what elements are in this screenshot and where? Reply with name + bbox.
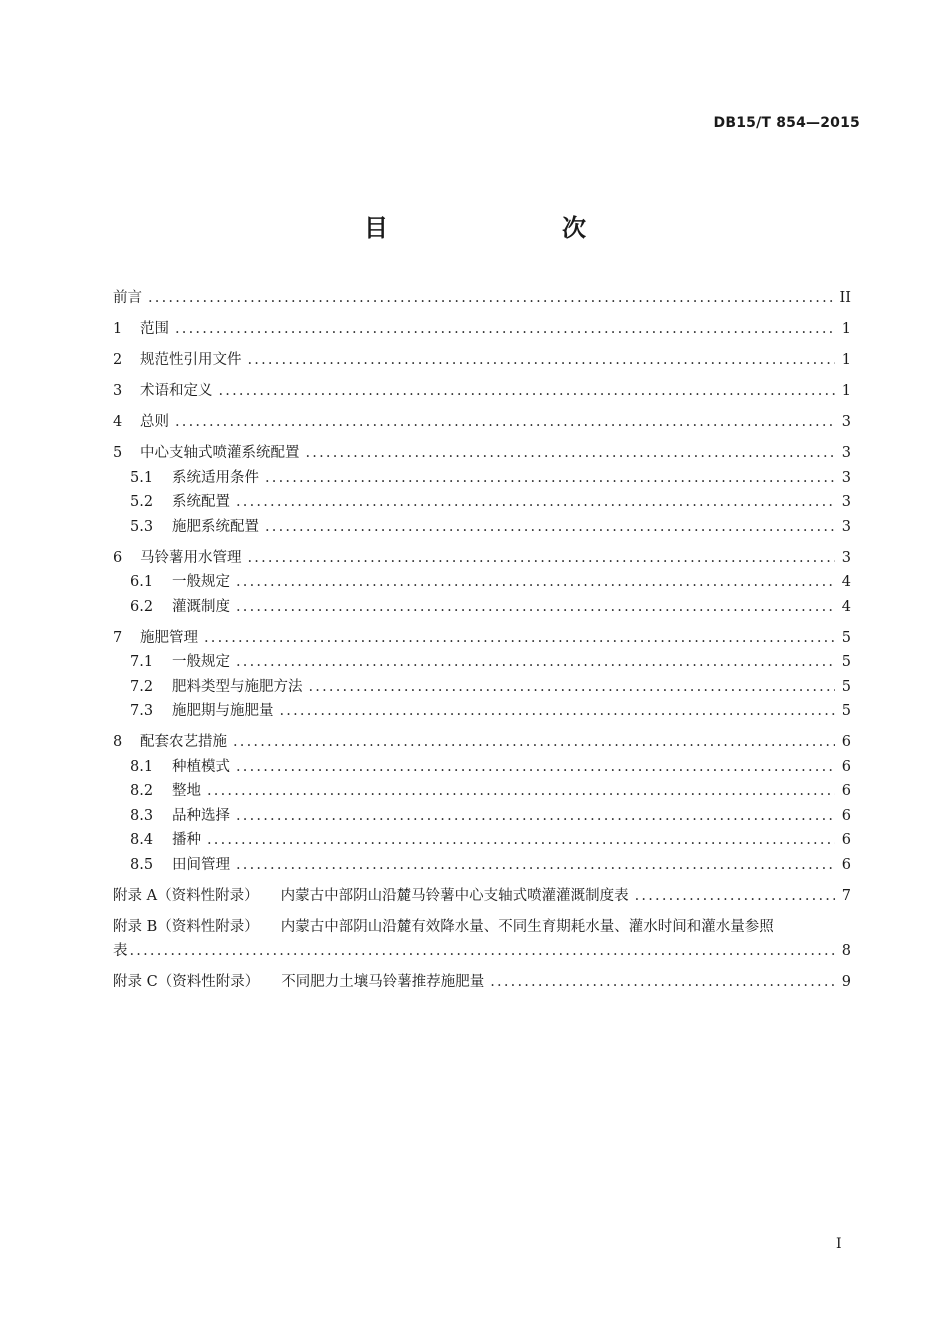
toc-entry-title: 马铃薯用水管理 <box>140 549 242 566</box>
table-of-contents <box>113 286 851 995</box>
toc-entry-title: 施肥管理 <box>140 629 198 646</box>
toc-entry-title: 术语和定义 <box>140 383 213 399</box>
toc-entry-page: 4 <box>841 574 851 590</box>
toc-entry-number: 8 <box>113 734 123 750</box>
toc-entry-foreword[interactable] <box>113 286 851 311</box>
toc-entry-page: 3 <box>841 494 851 510</box>
toc-entry-title: 前言 <box>113 290 142 306</box>
toc-entry-page: II <box>839 290 851 306</box>
leader-dots <box>236 853 835 878</box>
toc-entry-title: 系统适用条件 <box>172 469 259 486</box>
toc-entry[interactable] <box>113 626 851 651</box>
leader-dots <box>236 804 835 829</box>
toc-entry-page: 1 <box>841 352 851 368</box>
toc-entry-number: 6.2 <box>130 598 154 615</box>
toc-entry-number: 2 <box>113 352 123 368</box>
toc-subentry[interactable] <box>113 650 851 675</box>
toc-entry[interactable] <box>113 379 851 404</box>
leader-dots <box>148 286 834 311</box>
toc-entry[interactable] <box>113 348 851 373</box>
toc-entry[interactable] <box>113 730 851 755</box>
toc-entry-number: 5.2 <box>130 494 154 510</box>
toc-entry-title: 范围 <box>140 321 169 337</box>
toc-entry-title: 一般规定 <box>172 574 230 590</box>
appendix-title-continued: 表 <box>113 943 128 959</box>
toc-entry-number: 8.4 <box>130 832 154 848</box>
appendix-title: 内蒙古中部阴山沿麓有效降水量、不同生育期耗水量、灌水时间和灌水量参照 <box>280 918 774 935</box>
leader-dots <box>236 490 835 515</box>
toc-entry-number: 7.3 <box>130 703 154 719</box>
toc-entry-number: 7.2 <box>130 678 154 695</box>
toc-appendix-b[interactable] <box>113 915 851 964</box>
toc-entry-number: 7.1 <box>130 654 154 670</box>
toc-subentry[interactable] <box>113 595 851 620</box>
toc-entry-title: 灌溉制度 <box>172 598 230 615</box>
toc-entry-title: 系统配置 <box>172 494 230 510</box>
toc-entry[interactable] <box>113 546 851 571</box>
toc-entry-page: 5 <box>841 629 851 646</box>
leader-dots <box>236 570 835 595</box>
toc-entry-page: 5 <box>841 678 851 695</box>
toc-entry-title: 中心支轴式喷灌系统配置 <box>140 445 300 461</box>
toc-entry-title: 播种 <box>172 832 201 848</box>
toc-entry-number: 5.1 <box>130 469 154 486</box>
toc-entry-page: 1 <box>841 383 851 399</box>
toc-entry-number: 1 <box>113 321 123 337</box>
toc-entry[interactable] <box>113 441 851 466</box>
leader-dots <box>175 317 835 342</box>
toc-entry-title: 种植模式 <box>172 758 230 775</box>
leader-dots <box>265 515 835 540</box>
toc-entry-page: 6 <box>841 783 851 799</box>
leader-dots <box>207 779 835 804</box>
toc-entry-number: 8.5 <box>130 856 154 873</box>
toc-entry-number: 5 <box>113 445 123 461</box>
toc-entry-title: 总则 <box>140 414 169 430</box>
toc-entry[interactable] <box>113 410 851 435</box>
toc-entry-page: 6 <box>841 856 851 873</box>
toc-entry-number: 3 <box>113 383 123 399</box>
toc-subentry[interactable] <box>113 828 851 853</box>
toc-subentry[interactable] <box>113 853 851 878</box>
toc-entry-page: 3 <box>841 414 851 430</box>
toc-entry-number: 8.1 <box>130 758 154 775</box>
toc-entry-number: 4 <box>113 414 123 430</box>
toc-subentry[interactable] <box>113 755 851 780</box>
toc-title: 目 次 <box>364 214 628 242</box>
toc-entry-title: 施肥系统配置 <box>172 518 259 535</box>
toc-subentry[interactable] <box>113 490 851 515</box>
toc-entry-title: 施肥期与施肥量 <box>172 703 274 719</box>
toc-entry-title: 品种选择 <box>172 807 230 824</box>
toc-appendix-c[interactable] <box>113 970 851 995</box>
toc-entry-page: 3 <box>841 445 851 461</box>
appendix-title: 不同肥力土壤马铃薯推荐施肥量 <box>281 974 485 990</box>
toc-entry-page: 3 <box>841 518 851 535</box>
leader-dots <box>306 441 836 466</box>
leader-dots <box>635 884 835 909</box>
toc-entry-number: 8.2 <box>130 783 154 799</box>
appendix-label: 附录 A（资料性附录） <box>113 887 259 904</box>
toc-appendix-a[interactable] <box>113 884 851 909</box>
leader-dots <box>207 828 835 853</box>
toc-entry-page: 3 <box>841 549 851 566</box>
toc-entry-page: 6 <box>841 734 851 750</box>
toc-subentry[interactable] <box>113 675 851 700</box>
toc-entry-page: 9 <box>841 974 851 990</box>
leader-dots <box>175 410 835 435</box>
leader-dots <box>236 650 835 675</box>
leader-dots <box>248 348 836 373</box>
leader-dots <box>130 939 836 964</box>
toc-entry-title: 整地 <box>172 783 201 799</box>
toc-entry-page: 5 <box>841 654 851 670</box>
toc-entry-page: 4 <box>841 598 851 615</box>
toc-entry-number: 8.3 <box>130 807 154 824</box>
toc-entry-page: 7 <box>841 887 851 904</box>
toc-entry-page: 6 <box>841 758 851 775</box>
toc-entry-page: 3 <box>841 469 851 486</box>
toc-subentry[interactable] <box>113 515 851 540</box>
toc-entry-title: 配套农艺措施 <box>140 734 227 750</box>
standard-code: DB15/T 854—2015 <box>713 115 860 131</box>
toc-entry-page: 1 <box>841 321 851 337</box>
toc-entry-number: 6.1 <box>130 574 154 590</box>
toc-entry-page: 6 <box>841 832 851 848</box>
toc-subentry[interactable] <box>113 699 851 724</box>
leader-dots <box>280 699 836 724</box>
page-number: I <box>836 1236 842 1252</box>
toc-subentry[interactable] <box>113 804 851 829</box>
toc-entry-title: 肥料类型与施肥方法 <box>172 678 303 695</box>
toc-entry-page: 6 <box>841 807 851 824</box>
leader-dots <box>309 675 836 700</box>
toc-subentry[interactable] <box>113 779 851 804</box>
toc-entry-page: 5 <box>841 703 851 719</box>
appendix-label: 附录 C（资料性附录） <box>113 974 260 990</box>
toc-subentry[interactable] <box>113 570 851 595</box>
leader-dots <box>248 546 836 571</box>
toc-entry-title: 一般规定 <box>172 654 230 670</box>
leader-dots <box>204 626 835 651</box>
toc-subentry[interactable] <box>113 466 851 491</box>
toc-entry-number: 6 <box>113 549 123 566</box>
toc-entry-title: 规范性引用文件 <box>140 352 242 368</box>
toc-entry[interactable] <box>113 317 851 342</box>
appendix-title: 内蒙古中部阴山沿麓马铃薯中心支轴式喷灌灌溉制度表 <box>280 887 629 904</box>
leader-dots <box>236 595 835 620</box>
toc-entry-number: 7 <box>113 629 123 646</box>
leader-dots <box>490 970 835 995</box>
toc-entry-title: 田间管理 <box>172 856 230 873</box>
toc-entry-page: 8 <box>841 943 851 959</box>
leader-dots <box>219 379 836 404</box>
leader-dots <box>236 755 835 780</box>
toc-entry-number: 5.3 <box>130 518 154 535</box>
leader-dots <box>265 466 835 491</box>
leader-dots <box>233 730 835 755</box>
appendix-label: 附录 B（资料性附录） <box>113 918 259 935</box>
